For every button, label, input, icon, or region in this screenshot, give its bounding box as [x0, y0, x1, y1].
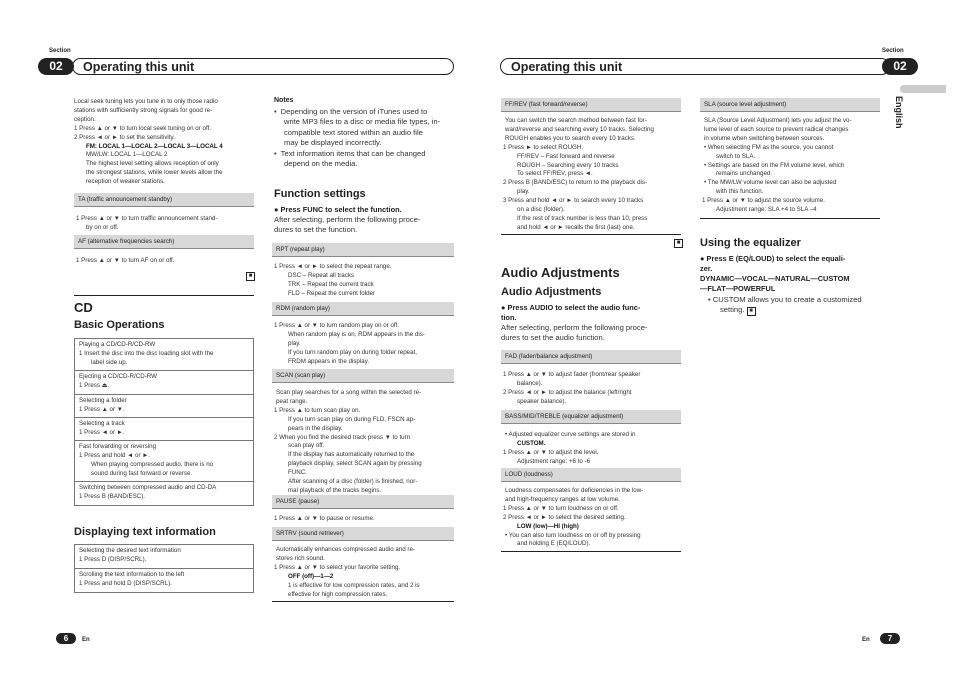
eq-press: Press E (EQ/LOUD) to select the equali-	[706, 254, 846, 263]
op-row	[75, 418, 253, 441]
op-title: Selecting a folder	[79, 397, 127, 404]
rpt-line: TRK – Repeat the current track	[288, 280, 374, 288]
rpt-line: FLD – Repeat the current folder	[288, 289, 376, 297]
local-line: 2 Press ◄ or ► to set the sensitivity.	[74, 133, 175, 141]
scan-line: If the display has automatically returned to the	[288, 451, 415, 459]
ta-section	[74, 193, 254, 233]
scan-line: peat range.	[276, 397, 308, 405]
ffrev-line: and hold ◄ or ► recalls the first (last) one.	[517, 223, 635, 231]
af-section	[74, 235, 254, 266]
rdm-line: FRDM appears in the display.	[288, 357, 370, 365]
af-body: 1 Press ▲ or ▼ to turn AF on or off.	[76, 257, 175, 264]
srtrv-line: OFF (off)—1—2	[288, 572, 334, 580]
op-title: Playing a CD/CD-R/CD-RW	[79, 341, 156, 348]
local-line: FM: LOCAL 1—LOCAL 2—LOCAL 3—LOCAL 4	[86, 142, 223, 150]
display-heading: Displaying text information	[74, 526, 216, 538]
notes-heading: Notes	[274, 97, 294, 104]
bass-header: BASS/MID/TREBLE (equalizer adjustment)	[501, 410, 681, 424]
ffrev-line: ROUGH – Searching every 10 tracks	[517, 161, 619, 169]
op-step: 1 Press ▲ or ▼.	[79, 405, 125, 413]
audio-press: tion.	[501, 313, 517, 322]
sla-line: lume level of each source to prevent radical changes	[704, 125, 849, 133]
rdm-line: 1 Press ▲ or ▼ to turn random play on or off.	[274, 322, 399, 329]
sla-line: • When selecting FM as the source, you cannot	[704, 143, 834, 151]
local-line: reception of weaker stations.	[86, 178, 165, 186]
op-step: 1 Press B (BAND/ESC).	[79, 492, 146, 500]
language-tab-label-wrap	[888, 96, 918, 136]
srtrv-line: 1 Press ▲ or ▼ to select your favorite setting.	[274, 563, 401, 571]
basic-ops-table	[74, 338, 254, 506]
scan-header: SCAN (scan play)	[272, 369, 454, 383]
fad-line: 2 Press ◄ or ► to adjust the balance (left/right	[503, 388, 632, 396]
ffrev-line: If the rest of track number is less than 10, press	[517, 214, 648, 222]
audio-subheading: Audio Adjustments	[501, 286, 602, 298]
op-step: 1 Press and hold ◄ or ►.	[79, 451, 151, 459]
divider	[501, 234, 681, 235]
ffrev-line: ward/reverse and searching every 10 tracks. Selecting	[505, 125, 654, 133]
ta-body: 1 Press ▲ or ▼ to turn traffic announcement stand-	[76, 215, 218, 222]
ffrev-line: on a disc (folder).	[517, 206, 565, 214]
op-row	[75, 371, 253, 395]
ta-header: TA (traffic announcement standby)	[74, 193, 254, 207]
local-line: the strongest stations, while lower levels allow the	[86, 169, 223, 177]
scan-line: playback display, select SCAN again by pressing	[288, 460, 422, 468]
display-table	[74, 544, 254, 593]
ffrev-header: FF/REV (fast forward/reverse)	[501, 98, 681, 112]
note-line: • Text information items that can be changed	[274, 149, 454, 159]
function-heading: Function settings	[274, 188, 366, 200]
ffrev-line: You can switch the search method between fast for-	[505, 117, 647, 124]
op-step: When playing compressed audio, there is no	[91, 460, 214, 468]
equalizer-heading: Using the equalizer	[700, 237, 801, 249]
function-after	[274, 215, 454, 236]
basic-ops-heading: Basic Operations	[74, 319, 165, 331]
fad-line: speaker balance).	[517, 397, 567, 405]
eq-note-line: • CUSTOM allows you to create a customized	[708, 295, 862, 304]
scan-line: 2 When you find the desired track press ▼ to turn	[274, 433, 411, 441]
rdm-line: play.	[288, 339, 301, 347]
sla-line: • Settings are based on the FM volume level, which	[704, 161, 845, 169]
language-label: En	[82, 637, 90, 643]
divider	[700, 218, 880, 219]
af-header: AF (alternative frequencies search)	[74, 235, 254, 249]
fad-line: 1 Press ▲ or ▼ to adjust fader (front/rear speaker	[503, 371, 641, 378]
scan-line: scan play off.	[288, 442, 325, 450]
op-step: 1 Press ⏏.	[79, 381, 110, 389]
end-mark-icon: ■	[674, 239, 683, 248]
section-label: Section	[882, 48, 904, 54]
func-after-line: dures to set the function.	[274, 225, 358, 235]
section-number: 02	[882, 58, 918, 75]
page-title: Operating this unit	[72, 58, 454, 75]
op-title: Selecting the desired text information	[79, 547, 181, 554]
op-title: Selecting a track	[79, 420, 125, 427]
op-step: sound during fast forward or reverse.	[91, 469, 193, 477]
eq-press: zer.	[700, 264, 713, 273]
op-step: 1 Press and hold D (DISP/SCRL).	[79, 579, 172, 587]
ffrev-line: ROUGH enables you to search every 10 tracks.	[505, 134, 636, 142]
scan-line: After scanning of a disc (folder) is finished, nor-	[288, 478, 418, 486]
note-line: depend on the media.	[284, 159, 358, 169]
equalizer-instruction: ● Press E (EQ/LOUD) to select the equali- zer. DYNAMIC—VOCAL—NATURAL—CUSTOM —FLAT—POWERFUL	[700, 254, 880, 294]
bass-line: CUSTOM.	[517, 439, 546, 447]
loud-line: • You can also turn loudness on or off by pressing	[505, 531, 641, 539]
pause-section	[272, 495, 454, 524]
fad-header: FAD (fader/balance adjustment)	[501, 350, 681, 364]
local-line: stations with sufficiently strong signals for good re-	[74, 106, 213, 114]
srtrv-line: Automatically enhances compressed audio and re-	[276, 546, 415, 553]
ffrev-line: play.	[517, 188, 530, 196]
bass-section	[501, 410, 681, 467]
audio-after-line: dures to set the audio function.	[501, 333, 605, 343]
audio-press: Press AUDIO to select the audio func-	[507, 303, 641, 312]
local-line: Local seek tuning lets you tune in to only those radio	[74, 98, 218, 105]
divider	[501, 551, 681, 552]
function-instruction: ● Press FUNC to select the function.	[274, 205, 402, 214]
op-step: 1 Press ◄ or ►.	[79, 428, 125, 436]
op-step: 1 Insert the disc into the disc loading slot with the	[79, 349, 214, 357]
ffrev-line: To select FF/REV, press ◄.	[517, 170, 593, 178]
eq-note-line: setting.	[720, 305, 745, 315]
sla-line: 1 Press ▲ or ▼ to adjust the source volume.	[702, 197, 825, 205]
eq-list: DYNAMIC—VOCAL—NATURAL—CUSTOM	[700, 274, 850, 283]
op-row	[75, 569, 253, 593]
fad-line: balance).	[517, 379, 543, 387]
page-number: 7	[880, 633, 900, 644]
srtrv-line: 1 is effective for low compression rates, and 2 is	[288, 581, 420, 589]
op-row	[75, 545, 253, 569]
pause-line: 1 Press ▲ or ▼ to pause or resume.	[274, 515, 375, 522]
op-title: Scrolling the text information to the left	[79, 571, 185, 578]
scan-line: FUNC.	[288, 469, 307, 477]
bass-line: Adjustment range: +6 to -6	[517, 457, 591, 465]
op-step: label side up.	[91, 358, 128, 366]
rpt-section	[272, 243, 454, 299]
audio-instruction: ● Press AUDIO to select the audio func- tion.	[501, 303, 681, 323]
op-row	[75, 441, 253, 482]
srtrv-line: effective for high compression rates.	[288, 590, 388, 598]
ffrev-line: 1 Press ► to select ROUGH.	[503, 143, 584, 151]
ffrev-line: FF/REV – Fast forward and reverse	[517, 152, 615, 160]
page-number: 6	[56, 633, 76, 644]
rdm-line: If you turn random play on during folder repeat,	[288, 348, 417, 356]
op-row	[75, 395, 253, 418]
audio-heading: Audio Adjustments	[501, 265, 620, 280]
cd-heading: CD	[74, 300, 93, 315]
notes-section	[274, 97, 454, 169]
note-line: • Depending on the version of iTunes used to	[274, 107, 454, 117]
local-line: 1 Press ▲ or ▼ to turn local seek tuning on or off.	[74, 124, 211, 132]
note-line: compatible text stored within an audio file	[284, 127, 423, 137]
page-title: Operating this unit	[500, 58, 890, 75]
loud-line: 1 Press ▲ or ▼ to turn loudness on or off.	[503, 504, 619, 512]
scan-section	[272, 369, 454, 496]
bass-line: 1 Press ▲ or ▼ to adjust the level.	[503, 448, 599, 456]
sla-header: SLA (source level adjustment)	[700, 98, 880, 112]
sla-line: remains unchanged.	[716, 170, 773, 178]
local-line: ception.	[74, 115, 96, 123]
rpt-header: RPT (repeat play)	[272, 243, 454, 257]
op-title: Ejecting a CD/CD-R/CD-RW	[79, 373, 157, 380]
op-step: 1 Press D (DISP/SCRL).	[79, 555, 147, 563]
audio-after-line: After selecting, perform the following proce-	[501, 323, 648, 332]
sla-line: • The MW/LW volume level can also be adjusted	[704, 179, 837, 187]
ffrev-line: 2 Press B (BAND/ESC) to return to the playback dis-	[503, 179, 648, 187]
local-seek-box	[74, 98, 254, 187]
section-label: Section	[49, 48, 71, 54]
ffrev-section	[501, 98, 681, 233]
equalizer-note	[708, 295, 884, 316]
loud-line: Loudness compensates for deficiencies in the low-	[505, 487, 644, 494]
bass-line: • Adjusted equalizer curve settings are stored in	[505, 431, 636, 438]
fad-section	[501, 350, 681, 407]
op-title: Switching between compressed audio and CD-DA	[79, 484, 217, 491]
language-label: En	[862, 637, 870, 643]
local-line: The highest level setting allows reception of only	[86, 160, 219, 168]
sla-line: Adjustment range: SLA +4 to SLA –4	[716, 206, 817, 214]
srtrv-line: stores rich sound.	[276, 554, 325, 562]
scan-line: mal playback of the tracks begins.	[288, 486, 382, 494]
eq-list: —FLAT—POWERFUL	[700, 284, 776, 293]
loud-line: and holding E (EQ/LOUD).	[517, 540, 591, 548]
scan-line: If you turn scan play on during FLD, FSCN ap-	[288, 415, 416, 423]
rdm-section	[272, 302, 454, 367]
op-title: Fast forwarding or reversing	[79, 443, 157, 450]
rpt-line: DSC – Repeat all tracks	[288, 271, 355, 279]
sla-line: in volume when switching between sources.	[704, 134, 825, 142]
loud-line: LOW (low)—HI (high)	[517, 522, 579, 530]
divider	[74, 295, 254, 296]
rdm-header: RDM (random play)	[272, 302, 454, 316]
note-line: may be displayed incorrectly.	[284, 138, 382, 148]
scan-line: Scan play searches for a song within the selected re-	[276, 389, 422, 396]
scan-line: 1 Press ▲ to turn scan play on.	[274, 406, 361, 414]
loud-line: and high-frequency ranges at low volume.	[505, 495, 620, 503]
audio-after	[501, 323, 681, 344]
loud-header: LOUD (loudness)	[501, 468, 681, 482]
srtrv-section	[272, 527, 454, 599]
end-mark-icon: ■	[246, 272, 255, 281]
op-row	[75, 339, 253, 371]
ta-body: by on or off.	[86, 223, 119, 231]
function-press: Press FUNC to select the function.	[280, 205, 402, 214]
sla-line: SLA (Source Level Adjustment) lets you adjust the vo-	[704, 117, 852, 124]
func-after-line: After selecting, perform the following proce-	[274, 215, 421, 224]
local-line: MW/LW: LOCAL 1—LOCAL 2	[86, 151, 168, 159]
sla-line: switch to SLA.	[716, 152, 756, 160]
sla-section	[700, 98, 880, 215]
divider	[272, 601, 454, 602]
loud-section	[501, 468, 681, 549]
ffrev-line: 3 Press and hold ◄ or ► to search every 10 tracks	[503, 197, 644, 205]
rdm-line: When random play is on, RDM appears in the dis-	[288, 330, 425, 338]
loud-line: 2 Press ◄ or ► to select the desired setting.	[503, 513, 626, 521]
scan-line: pears in the display.	[288, 424, 343, 432]
section-number: 02	[38, 58, 74, 75]
pause-header: PAUSE (pause)	[272, 495, 454, 509]
note-line: write MP3 files to a disc or media file types, in-	[284, 117, 441, 127]
srtrv-header: SRTRV (sound retriever)	[272, 527, 454, 541]
rpt-line: 1 Press ◄ or ► to select the repeat range.	[274, 263, 392, 270]
language-tab	[900, 85, 946, 93]
sla-line: with this function.	[716, 188, 764, 196]
language-tab-label: English	[894, 96, 904, 129]
op-row	[75, 482, 253, 505]
end-mark-icon: ■	[747, 307, 756, 316]
